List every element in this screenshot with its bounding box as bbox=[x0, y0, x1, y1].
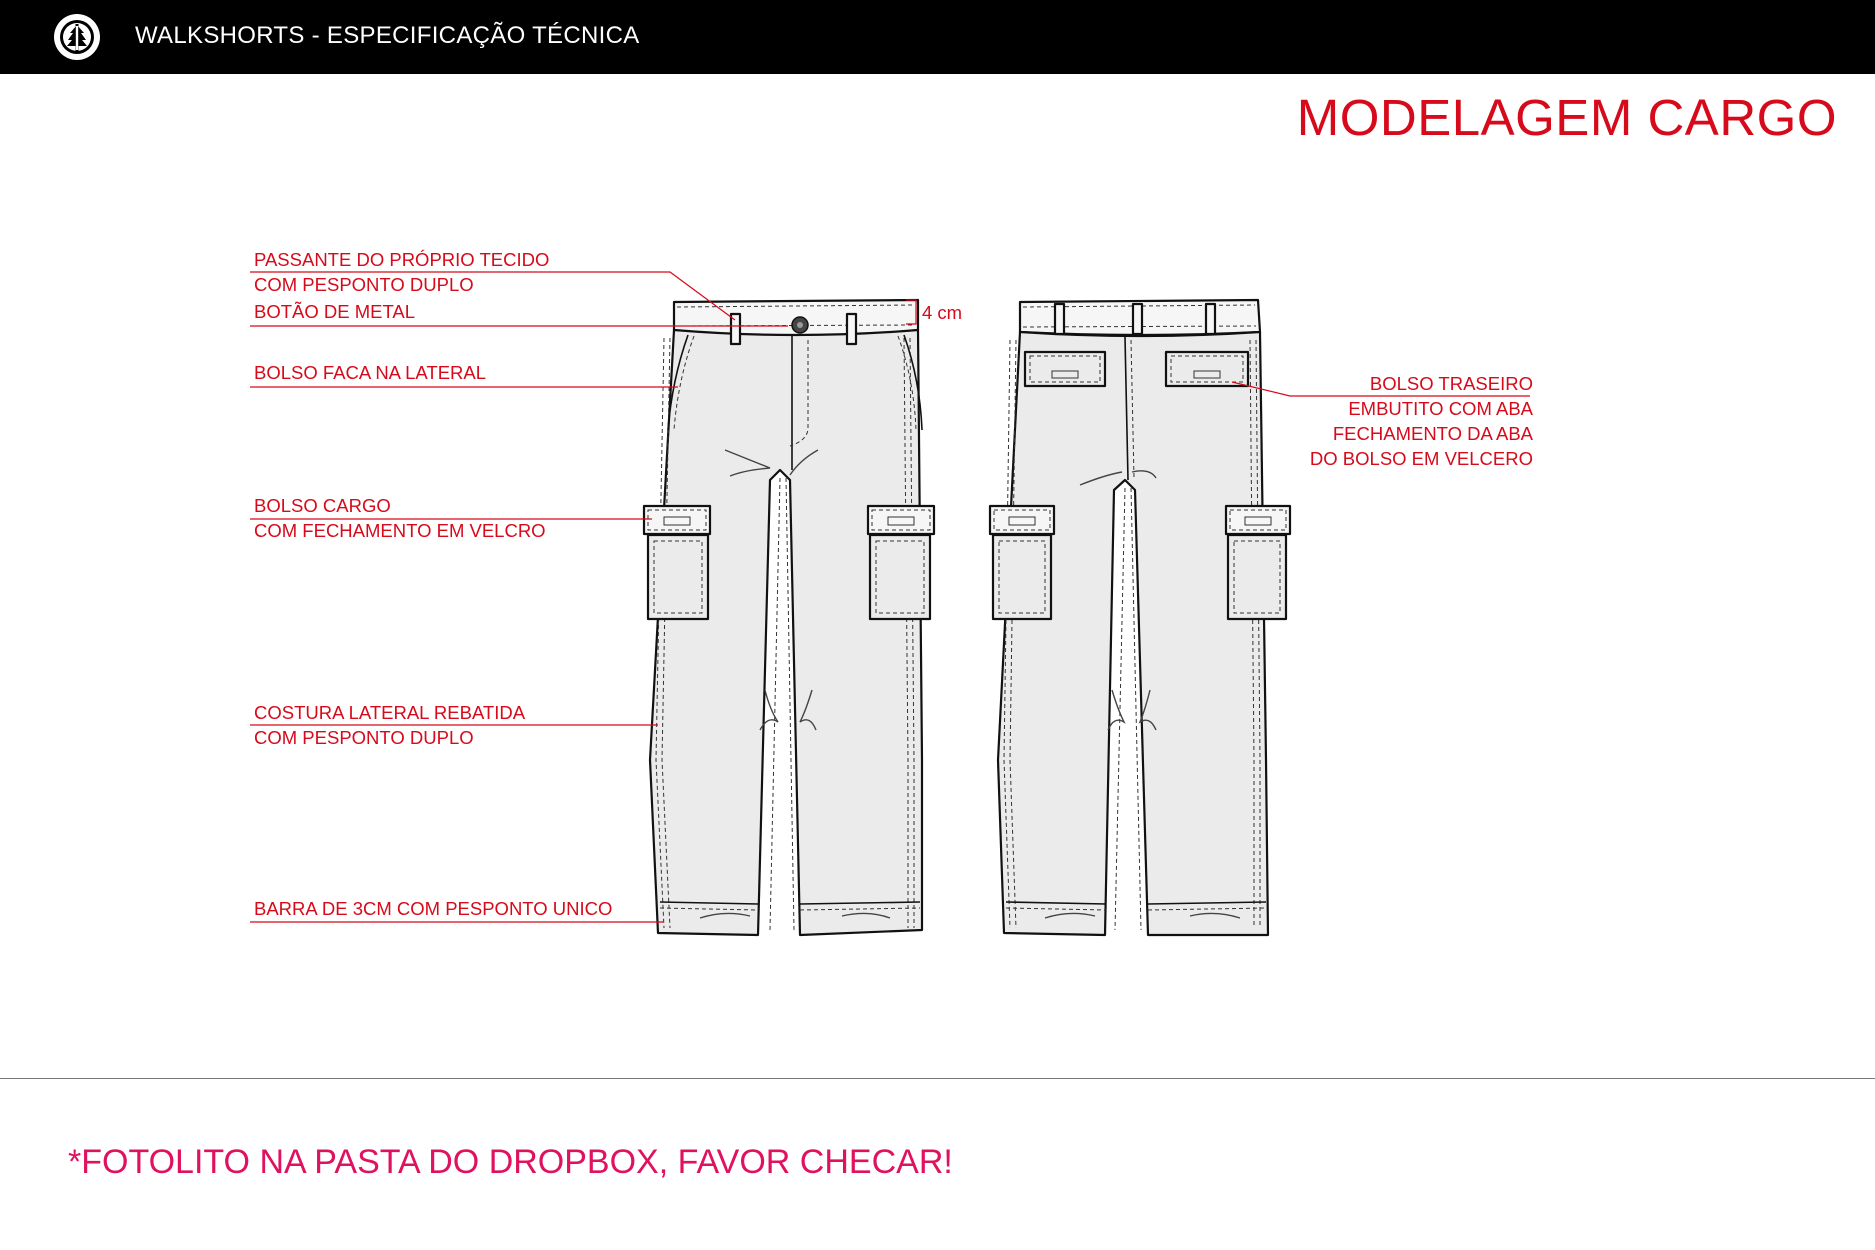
page-title: MODELAGEM CARGO bbox=[1296, 89, 1837, 146]
callout-cargo-pocket: BOLSO CARGO COM FECHAMENTO EM VELCRO bbox=[254, 495, 546, 541]
callout-side-seam: COSTURA LATERAL REBATIDA COM PESPONTO DUPLO bbox=[254, 702, 526, 748]
header-title: WALKSHORTS - ESPECIFICAÇÃO TÉCNICA bbox=[135, 22, 640, 49]
pants-back-view bbox=[990, 300, 1290, 935]
callout-side-pocket: BOLSO FACA NA LATERAL bbox=[254, 362, 487, 383]
callout-hem: BARRA DE 3CM COM PESPONTO UNICO bbox=[254, 898, 613, 919]
footnote-text: *FOTOLITO NA PASTA DO DROPBOX, FAVOR CHECAR! bbox=[68, 1143, 953, 1181]
waistband-measure-label: 4 cm bbox=[922, 302, 963, 323]
pants-front-view bbox=[644, 300, 934, 935]
callout-belt-loop: PASSANTE DO PRÓPRIO TECIDO COM PESPONTO DUPLO bbox=[254, 249, 550, 295]
footer-divider bbox=[0, 1078, 1875, 1079]
callout-metal-button: BOTÃO DE METAL bbox=[254, 301, 416, 322]
callout-back-pocket: BOLSO TRASEIRO EMBUTITO COM ABA FECHAMENTO DA ABA DO BOLSO EM VELCERO bbox=[1309, 373, 1533, 469]
